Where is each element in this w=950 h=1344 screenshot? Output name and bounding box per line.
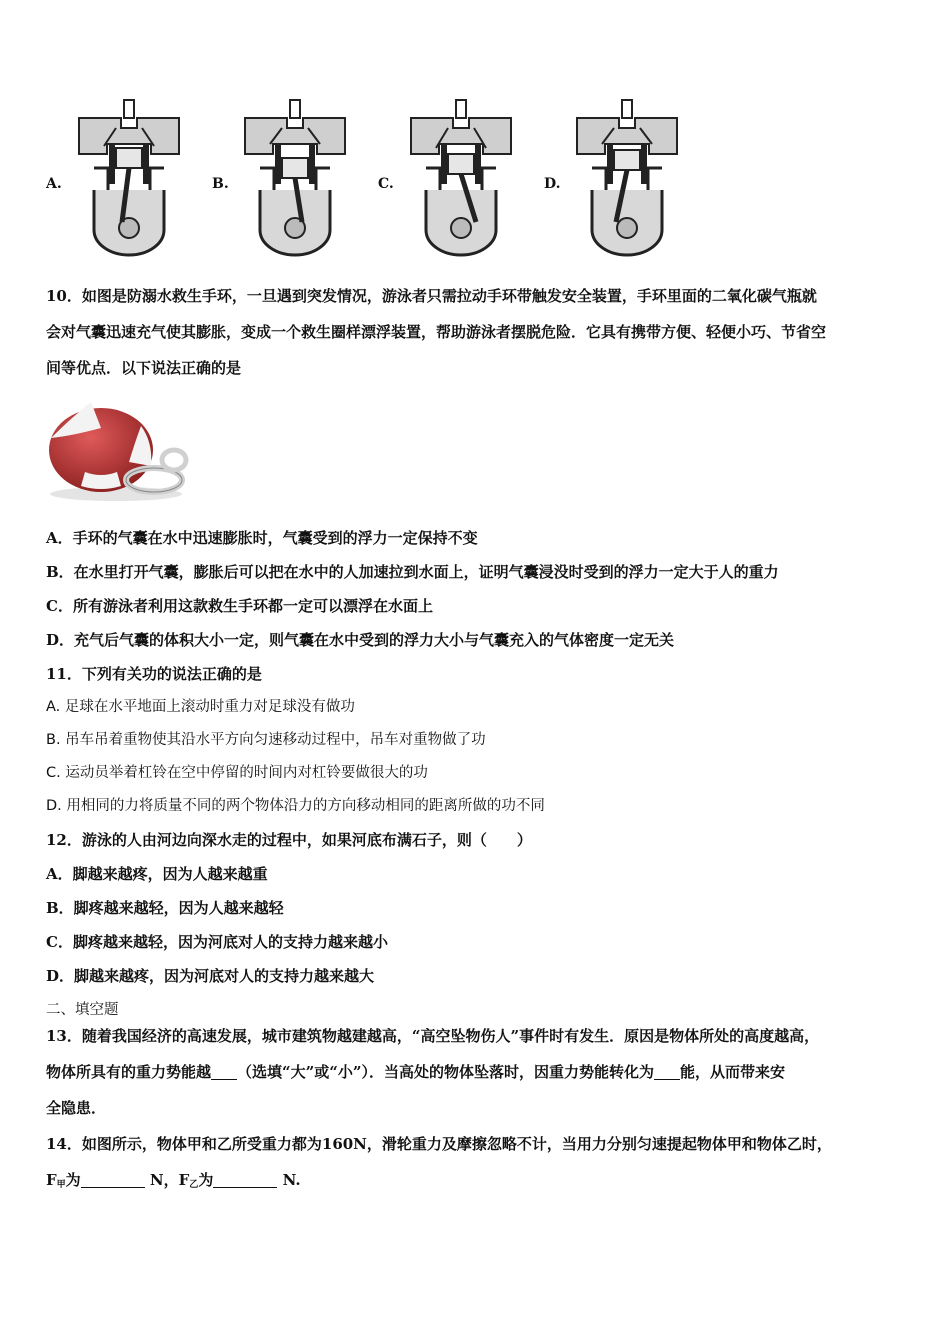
q14-blank-1[interactable]	[81, 1171, 145, 1188]
q12-stem: 12．游泳的人由河边向深水走的过程中，如果河底布满石子，则（ ）	[46, 831, 532, 849]
q14-force-jia: F	[46, 1171, 57, 1189]
lifesaving-bracelet-image	[46, 398, 196, 502]
q14-force-jia-subscript: 甲	[56, 1180, 66, 1190]
q13-text-a: 物体所具有的重力势能越	[46, 1063, 212, 1081]
q10-stem-line1: 10．如图是防溺水救生手环，一旦遇到突发情况，游泳者只需拉动手环带触发安全装置，手环里面的二氧化碳气瓶就	[46, 287, 817, 305]
q12-option-a[interactable]: A．脚越来越疼，因为人越来越重	[46, 865, 268, 883]
q10-stem-line2: 会对气囊迅速充气使其膨胀，变成一个救生圈样漂浮装置，帮助游泳者摆脱危险．它具有携带方便、轻便小巧、节省空	[46, 323, 827, 341]
option-label: D.	[544, 176, 561, 192]
q13-text-c: 能，从而带来安	[680, 1063, 786, 1081]
q14-force-yi-subscript: 乙	[189, 1180, 199, 1190]
section-fill-in-title: 二、填空题	[46, 1002, 119, 1018]
q14-wei-2: 为	[198, 1171, 214, 1189]
q13-blank-1[interactable]	[211, 1063, 237, 1080]
engine-diagram-b	[240, 98, 350, 258]
engine-diagram-d	[572, 98, 682, 258]
q11-option-b[interactable]: B. 吊车吊着重物使其沿水平方向匀速移动过程中，吊车对重物做了功	[46, 732, 486, 748]
q12-option-c[interactable]: C．脚疼越来越轻，因为河底对人的支持力越来越小	[46, 933, 388, 951]
q14-force-yi: F	[178, 1171, 190, 1189]
q13-text-b: （选填“大”或“小”）．当高处的物体坠落时，因重力势能转化为	[237, 1063, 655, 1081]
q9-engine-options	[46, 98, 686, 258]
q12-option-b[interactable]: B．脚疼越来越轻，因为人越来越轻	[46, 899, 284, 917]
q11-stem: 11．下列有关功的说法正确的是	[46, 665, 262, 683]
q9-option-a[interactable]	[46, 98, 206, 258]
q12-option-d[interactable]: D．脚越来越疼，因为河底对人的支持力越来越大	[46, 967, 375, 985]
q14-unit-1: N，	[149, 1171, 179, 1189]
option-label: A.	[46, 176, 62, 192]
q13-blank-2[interactable]	[654, 1063, 680, 1080]
engine-diagram-a	[74, 98, 184, 258]
q13-line1: 13．随着我国经济的高速发展，城市建筑物越建越高，“高空坠物伤人”事件时有发生．原因是物体所处的高度越高，	[46, 1027, 820, 1045]
q10-option-a[interactable]: A．手环的气囊在水中迅速膨胀时，气囊受到的浮力一定保持不变	[46, 529, 478, 547]
q14-line1: 14．如图所示，物体甲和乙所受重力都为160N，滑轮重力及摩擦忽略不计，当用力分别匀速提起物体甲和物体乙时，	[46, 1135, 832, 1153]
option-label: C.	[378, 176, 394, 192]
engine-diagram-c	[406, 98, 516, 258]
q9-option-c[interactable]	[378, 98, 538, 258]
q14-wei-1: 为	[65, 1171, 81, 1189]
q10-stem-line3: 间等优点．以下说法正确的是	[46, 359, 242, 377]
q13-line3: 全隐患．	[46, 1099, 107, 1117]
q10-option-c[interactable]: C．所有游泳者利用这款救生手环都一定可以漂浮在水面上	[46, 597, 433, 615]
q10-option-b[interactable]: B．在水里打开气囊，膨胀后可以把在水中的人加速拉到水面上，证明气囊浸没时受到的浮力一定大于人的重力	[46, 563, 779, 581]
q9-option-d[interactable]	[544, 98, 704, 258]
q11-option-d[interactable]: D. 用相同的力将质量不同的两个物体沿力的方向移动相同的距离所做的功不同	[46, 798, 545, 814]
q14-line2	[46, 1170, 301, 1195]
q11-option-a[interactable]: A. 足球在水平地面上滚动时重力对足球没有做功	[46, 699, 355, 715]
q13-line2	[46, 1062, 785, 1082]
option-label: B.	[212, 176, 229, 192]
q11-option-c[interactable]: C. 运动员举着杠铃在空中停留的时间内对杠铃要做很大的功	[46, 765, 428, 781]
q14-unit-2: N.	[282, 1171, 301, 1189]
q14-blank-2[interactable]	[213, 1171, 277, 1188]
q10-option-d[interactable]: D．充气后气囊的体积大小一定，则气囊在水中受到的浮力大小与气囊充入的气体密度一定无关	[46, 631, 675, 649]
q9-option-b[interactable]	[212, 98, 372, 258]
